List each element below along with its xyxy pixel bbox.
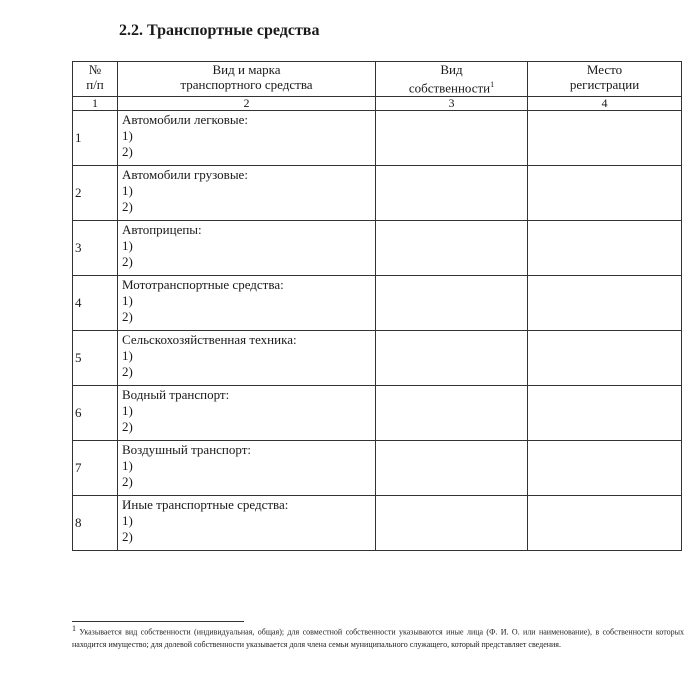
header-ownership-line1: Вид (440, 62, 463, 77)
registration-cell (528, 386, 682, 441)
ownership-cell (376, 166, 528, 221)
item-1: 1) (122, 293, 133, 308)
item-2: 2) (122, 309, 133, 324)
registration-cell (528, 276, 682, 331)
registration-cell (528, 221, 682, 276)
item-1: 1) (122, 128, 133, 143)
item-1: 1) (122, 403, 133, 418)
table-row (73, 331, 682, 386)
registration-cell (528, 331, 682, 386)
vehicle-category: Автомобили легковые: (122, 112, 248, 127)
header-number-line1: № (88, 62, 102, 77)
ownership-cell (376, 221, 528, 276)
table-row (73, 221, 682, 276)
ownership-cell (376, 496, 528, 551)
vehicle-category: Автоприцепы: (122, 222, 202, 237)
table-row (73, 111, 682, 166)
column-number-row (73, 97, 682, 111)
row-number: 2 (73, 166, 118, 221)
footnote-ref: 1 (490, 80, 495, 89)
column-number: 4 (528, 97, 682, 111)
vehicle-category: Воздушный транспорт: (122, 442, 252, 457)
ownership-cell (376, 386, 528, 441)
item-2: 2) (122, 254, 133, 269)
row-number: 4 (73, 276, 118, 331)
header-registration-line1: Место (586, 62, 623, 77)
vehicle-kind-cell (118, 221, 376, 276)
ownership-cell (376, 276, 528, 331)
ownership-cell (376, 331, 528, 386)
vehicle-kind-cell (118, 441, 376, 496)
vehicle-category: Водный транспорт: (122, 387, 230, 402)
item-2: 2) (122, 199, 133, 214)
header-registration-line2: регистрации (569, 77, 640, 92)
item-1: 1) (122, 183, 133, 198)
item-2: 2) (122, 529, 133, 544)
section-title: 2.2. Транспортные средства (119, 22, 320, 39)
item-1: 1) (122, 513, 133, 528)
header-type-brand-line2: транспортного средства (180, 77, 313, 92)
table-row (73, 276, 682, 331)
row-number: 1 (73, 111, 118, 166)
footnote-text: Указывается вид собственности (индивидуальная, общая); для совместной собственности указываются иные лица (Ф. И. О. или наименование), в собственности которых находится имущество; для долевой собственности указывается доля члена семьи муниципального служащего, который представляет сведения. (72, 627, 685, 649)
vehicles-table (72, 61, 682, 551)
header-row (73, 62, 682, 97)
registration-cell (528, 496, 682, 551)
registration-cell (528, 441, 682, 496)
item-1: 1) (122, 458, 133, 473)
footnote-mark: 1 (72, 624, 76, 633)
table-row (73, 386, 682, 441)
footnote (72, 623, 684, 651)
vehicle-kind-cell (118, 386, 376, 441)
vehicle-kind-cell (118, 166, 376, 221)
item-1: 1) (122, 238, 133, 253)
vehicle-kind-cell (118, 276, 376, 331)
ownership-cell (376, 441, 528, 496)
footnote-divider (72, 621, 244, 622)
header-ownership (376, 62, 528, 97)
item-2: 2) (122, 144, 133, 159)
vehicle-kind-cell (118, 111, 376, 166)
vehicle-category: Мототранспортные средства: (122, 277, 284, 292)
vehicle-category: Иные транспортные средства: (122, 497, 289, 512)
column-number: 2 (118, 97, 376, 111)
row-number: 6 (73, 386, 118, 441)
vehicle-kind-cell (118, 331, 376, 386)
column-number: 1 (73, 97, 118, 111)
table-row (73, 496, 682, 551)
header-type-brand-line1: Вид и марка (212, 62, 281, 77)
row-number: 3 (73, 221, 118, 276)
ownership-cell (376, 111, 528, 166)
item-2: 2) (122, 419, 133, 434)
registration-cell (528, 111, 682, 166)
item-1: 1) (122, 348, 133, 363)
row-number: 5 (73, 331, 118, 386)
vehicle-kind-cell (118, 496, 376, 551)
header-ownership-line2: собственности (408, 80, 491, 96)
column-number: 3 (376, 97, 528, 111)
row-number: 8 (73, 496, 118, 551)
header-number-line2: п/п (86, 77, 104, 92)
header-registration (528, 62, 682, 97)
vehicle-category: Автомобили грузовые: (122, 167, 248, 182)
vehicle-category: Сельскохозяйственная техника: (122, 332, 297, 347)
registration-cell (528, 166, 682, 221)
header-number (73, 62, 118, 97)
table-row (73, 166, 682, 221)
item-2: 2) (122, 474, 133, 489)
row-number: 7 (73, 441, 118, 496)
item-2: 2) (122, 364, 133, 379)
table-row (73, 441, 682, 496)
header-type-brand (118, 62, 376, 97)
